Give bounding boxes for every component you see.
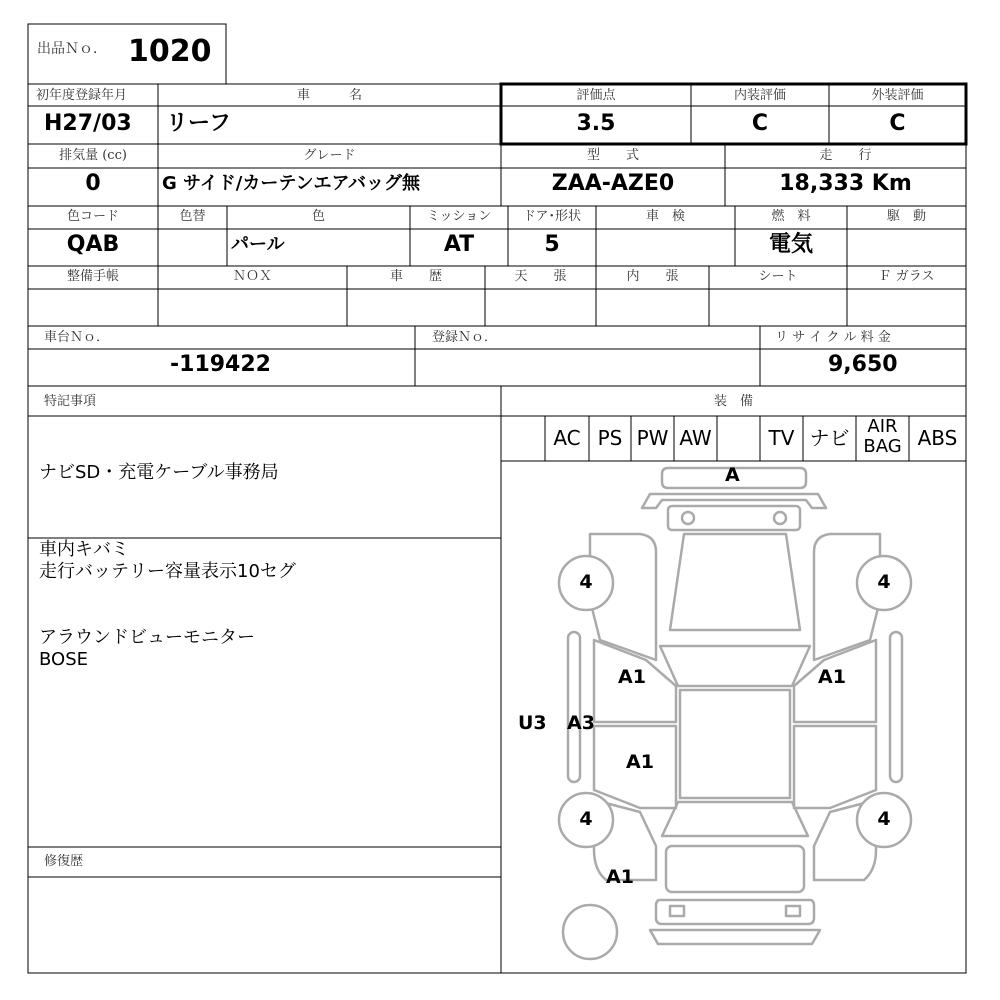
damage-mark-rear-left: A1 [606, 866, 634, 888]
headliner-label: 天 張 [514, 269, 567, 284]
equipment-item-ac: AC [553, 426, 581, 450]
registration-number-label: 登録Ｎｏ． [432, 330, 498, 345]
color-code-label: 色コード [66, 209, 119, 224]
fuel-value: 電気 [768, 232, 813, 257]
score-value: 3.5 [576, 111, 616, 136]
grade-label: グレード [303, 148, 356, 163]
special-notes-label: 特記事項 [44, 394, 97, 409]
tire-rear-left-value: 4 [579, 808, 593, 830]
equipment-item-airbag: AIR BAG [863, 416, 902, 457]
special-notes-text: ナビSD・充電ケーブル事務局 [39, 462, 279, 483]
door-shape-label: ドア･形状 [522, 209, 582, 224]
drive-label: 駆 動 [886, 209, 926, 224]
score-label: 評価点 [576, 88, 616, 103]
model-code-value: ZAA-AZE0 [551, 171, 675, 196]
chassis-number-label: 車台Ｎｏ． [44, 330, 110, 345]
displacement-label: 排気量 (cc) [59, 148, 127, 163]
car-history-label: 車 歴 [389, 269, 442, 284]
inspection-label: 車 検 [645, 209, 685, 224]
damage-mark-right-front-door: A1 [818, 666, 846, 688]
tire-rear-right-value: 4 [877, 808, 891, 830]
color-label: 色 [311, 209, 325, 224]
color-code-value: QAB [66, 232, 120, 257]
tire-front-left-value: 4 [579, 571, 593, 593]
displacement-value: 0 [85, 171, 101, 196]
transmission-label: ミッション [426, 209, 492, 224]
door-shape-value: 5 [544, 232, 560, 257]
recycle-fee-label: リ サ イ ク ル 料 金 [775, 330, 891, 345]
windshield-label: Ｆ ガラス [878, 269, 935, 284]
color-value: パール [231, 234, 285, 255]
exterior-grade-value: C [889, 111, 906, 136]
model-code-label: 型 式 [586, 148, 639, 163]
transmission-value: AT [443, 232, 475, 257]
maintenance-record-label: 整備手帳 [66, 269, 119, 284]
recycle-fee-value: 9,650 [828, 352, 898, 377]
first-registration-value: H27/03 [44, 111, 132, 136]
repaint-label: 色替 [179, 209, 206, 224]
car-name-value: リーフ [166, 111, 231, 136]
interior-grade-label: 内装評価 [733, 88, 786, 103]
equipment-item-pw: PW [636, 426, 669, 450]
damage-mark-left-front-door: A1 [618, 666, 646, 688]
chassis-number-value: -119422 [170, 352, 271, 377]
damage-mark-left-outer: U3 [518, 712, 547, 734]
damage-mark-left-inner: A3 [567, 712, 595, 734]
equipment-item-abs: ABS [917, 426, 958, 450]
damage-mark-left-rear-door: A1 [626, 751, 654, 773]
grade-value: G サイド/カーテンエアバッグ無 [162, 173, 421, 194]
exterior-grade-label: 外装評価 [871, 88, 924, 103]
fuel-label: 燃 料 [771, 209, 811, 224]
car-name-label: 車 名 [296, 88, 362, 103]
nox-label: ＮＯＸ [232, 269, 272, 284]
equipment-label: 装 備 [713, 394, 753, 409]
mileage-label: 走 行 [819, 148, 872, 163]
mileage-value: 18,333 Km [779, 171, 912, 196]
equipment-item-ps: PS [597, 426, 623, 450]
memo-text: 車内キバミ 走行バッテリー容量表示10セグ アラウンドビューモニター BOSE [39, 539, 296, 670]
lot-number-value: 1020 [128, 34, 212, 69]
repair-history-label: 修復歴 [44, 854, 84, 869]
damage-mark-front-bumper: A [725, 464, 740, 486]
first-registration-label: 初年度登録年月 [36, 88, 128, 103]
interior-grade-value: C [751, 111, 769, 136]
lot-number-label: 出品Ｎｏ． [37, 41, 107, 57]
interior-trim-label: 内 張 [626, 269, 679, 284]
seat-label: シート [758, 269, 798, 284]
tire-front-right-value: 4 [877, 571, 891, 593]
equipment-item-navi: ナビ [809, 426, 850, 450]
equipment-item-aw: AW [679, 426, 712, 450]
equipment-item-tv: TV [768, 426, 795, 450]
